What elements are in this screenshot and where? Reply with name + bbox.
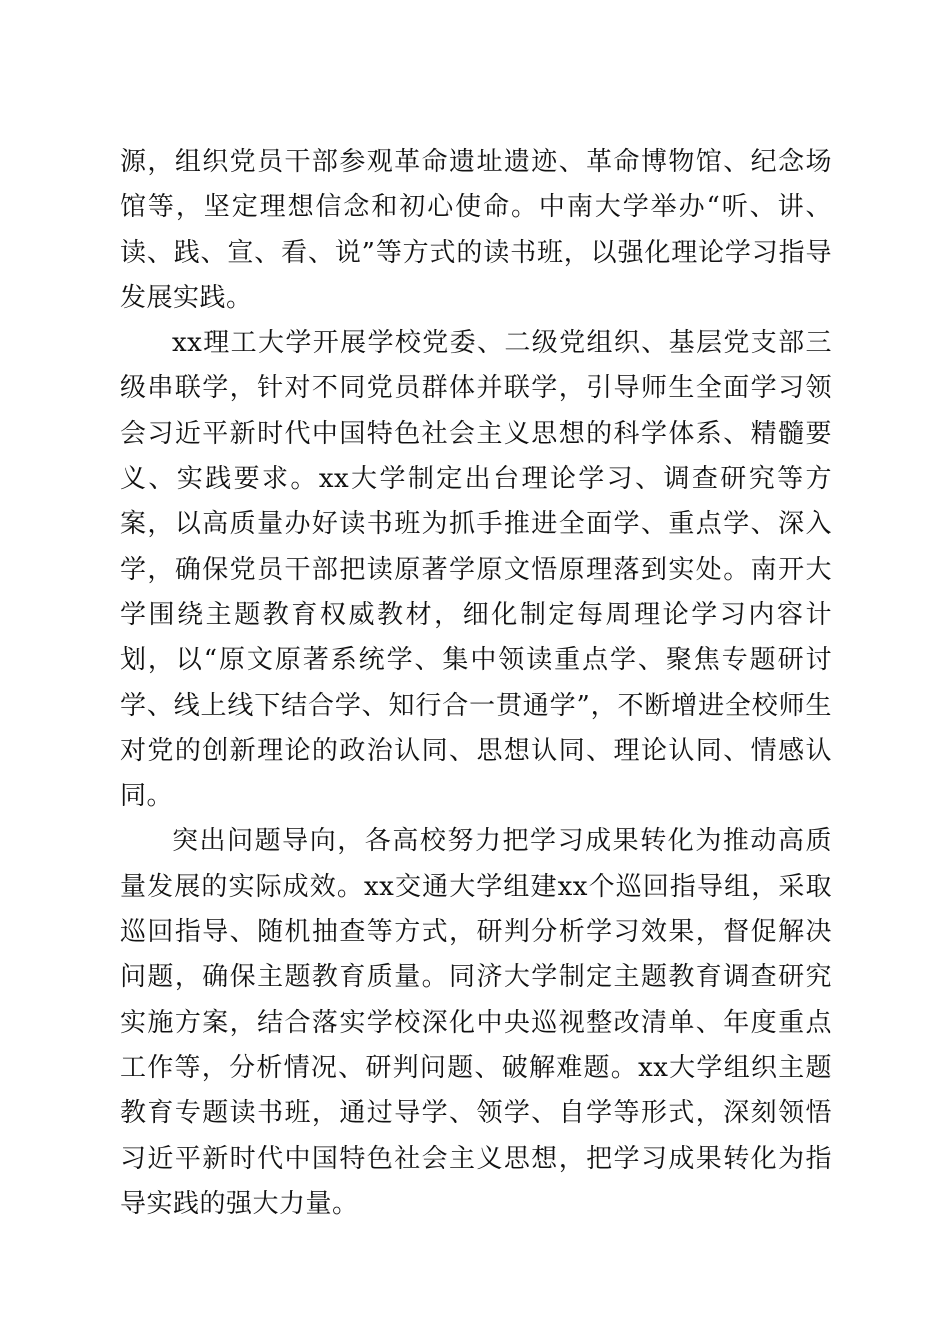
paragraph-3: 突出问题导向，各高校努力把学习成果转化为推动高质量发展的实际成效。xx交通大学组建xx个巡回指导组，采取巡回指导、随机抽查等方式，研判分析学习效果，督促解决问题，确保主题教育质量。同济大学制定主题教育调查研究实施方案，结合落实学校深化中央巡视整改清单、年度重点工作等，分析情况、研判问题、破解难题。xx大学组织主题教育专题读书班，通过导学、领学、自学等形式，深刻领悟习近平新时代中国特色社会主义思想，把学习成果转化为指导实践的强大力量。 [120,826,832,1219]
paragraph-1: 源，组织党员干部参观革命遗址遗迹、革命博物馆、纪念场馆等，坚定理想信念和初心使命。中南大学举办“听、讲、读、践、宣、看、说”等方式的读书班，以强化理论学习指导发展实践。 [120,147,832,313]
body-text [120,140,832,1227]
paragraph-2: xx理工大学开展学校党委、二级党组织、基层党支部三级串联学，针对不同党员群体并联学，引导师生全面学习领会习近平新时代中国特色社会主义思想的科学体系、精髓要义、实践要求。xx大学制定出台理论学习、调查研究等方案，以高质量办好读书班为抓手推进全面学、重点学、深入学，确保党员干部把读原著学原文悟原理落到实处。南开大学围绕主题教育权威教材，细化制定每周理论学习内容计划，以“原文原著系统学、集中领读重点学、聚焦专题研讨学、线上线下结合学、知行合一贯通学”，不断增进全校师生对党的创新理论的政治认同、思想认同、理论认同、情感认同。 [120,328,832,812]
